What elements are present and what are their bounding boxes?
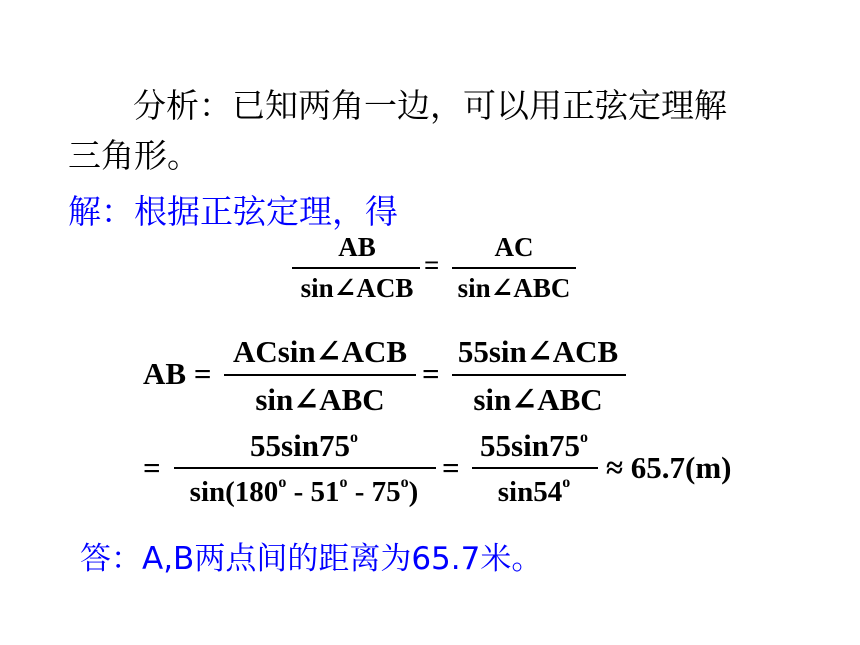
eq1-right-denominator: sin∠ABC	[457, 273, 571, 303]
eq3-leading-equals: =	[143, 450, 161, 485]
eq1-left-denominator: sin∠ACB	[300, 273, 414, 303]
eq1-left-numerator: AB	[338, 232, 376, 262]
eq1-equals: =	[424, 250, 440, 280]
analysis-line-2: 三角形。	[68, 136, 200, 175]
eq3-frac1-denominator: sin(180$^o$ - 51$^o$ - 75$^o$)	[189, 474, 419, 508]
eq3-result: ≈ 65.7(m)	[606, 450, 732, 485]
eq3-frac2-denominator: sin54$^o$	[497, 474, 571, 508]
eq3-frac1-bar	[174, 467, 436, 469]
answer-text: 答：A,B两点间的距离为65.7米。	[80, 541, 543, 577]
eq3-frac1-numerator: 55sin75$^o$	[250, 428, 358, 463]
solution-intro: 解：根据正弦定理，得	[68, 192, 398, 231]
eq2-frac2-bar	[452, 374, 626, 376]
eq2-frac2-denominator: sin∠ABC	[473, 382, 603, 417]
eq3-frac2-numerator: 55sin75$^o$	[480, 428, 588, 463]
eq2-frac2-numerator: 55sin∠ACB	[457, 334, 619, 369]
eq1-right-fraction-bar	[452, 267, 576, 269]
eq1-right-numerator: AC	[494, 232, 534, 262]
eq2-frac1-denominator: sin∠ABC	[255, 382, 385, 417]
eq2-equals: =	[422, 356, 440, 391]
eq3-frac2-bar	[472, 467, 598, 469]
eq2-frac1-bar	[224, 374, 416, 376]
eq2-lhs: AB =	[143, 356, 212, 391]
eq3-equals: =	[442, 450, 460, 485]
eq1-left-fraction-bar	[292, 267, 420, 269]
analysis-line-1: 分析：已知两角一边，可以用正弦定理解	[133, 86, 727, 125]
eq2-frac1-numerator: ACsin∠ACB	[232, 334, 408, 369]
